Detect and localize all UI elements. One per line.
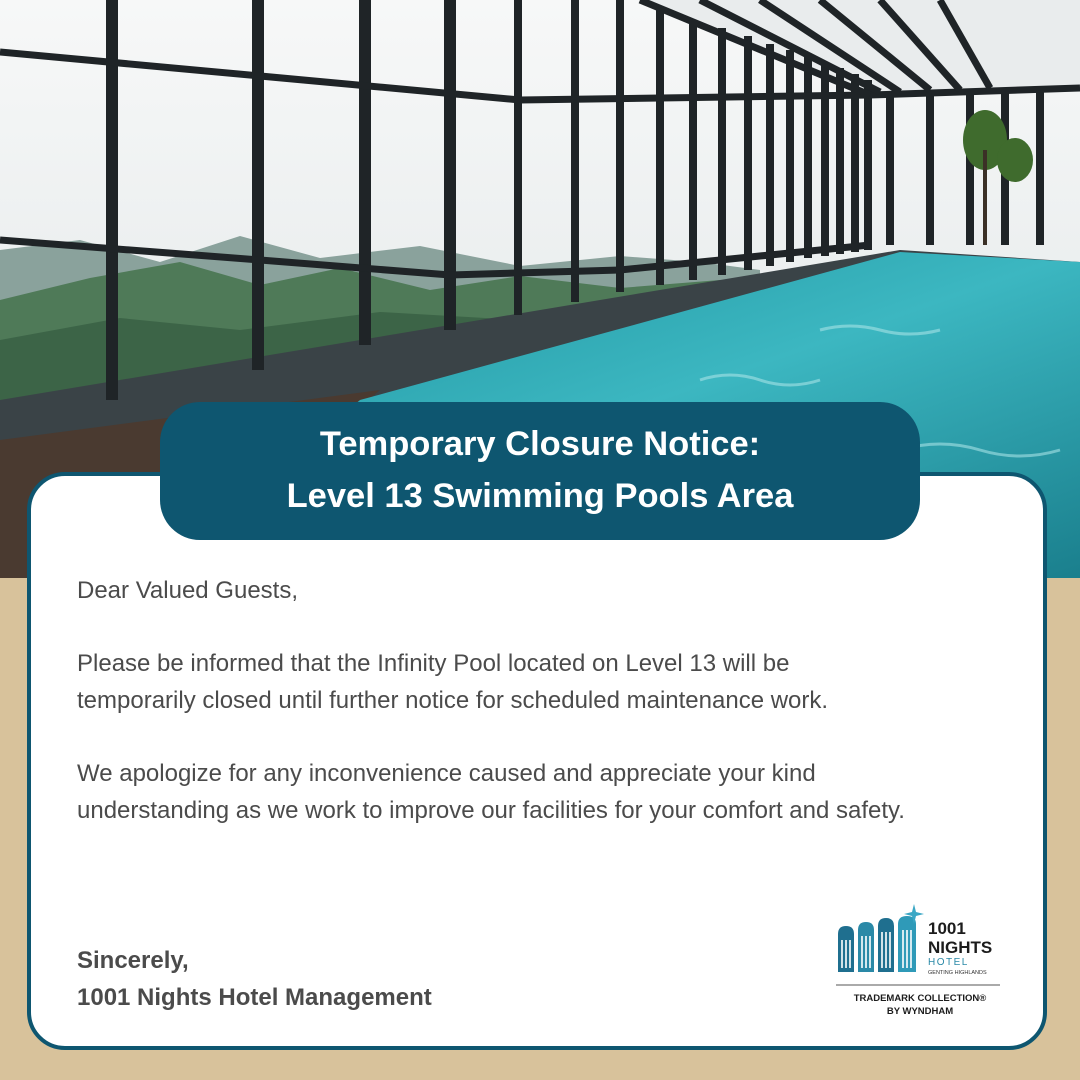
logo-1001: 1001 (928, 919, 966, 938)
signature-closing: Sincerely, (77, 947, 189, 974)
logo-hotel: HOTEL (928, 957, 969, 968)
paragraph-1-line-2: temporarily closed until further notice for scheduled maintenance work. (77, 687, 829, 714)
logo-collection: TRADEMARK COLLECTION® (853, 993, 987, 1004)
paragraph-1-line-1: Please be informed that the Infinity Pool located on Level 13 will be (77, 650, 790, 677)
notice-title-banner (160, 402, 920, 540)
notice-title-line2: Level 13 Swimming Pools Area (286, 477, 794, 515)
letter-body (77, 572, 1027, 829)
paragraph-2-line-1: We apologize for any inconvenience caused and appreciate your kind (77, 760, 816, 787)
greeting: Dear Valued Guests, (77, 577, 299, 604)
notice-title-line1: Temporary Closure Notice: (319, 425, 761, 463)
arches-mark (838, 904, 924, 972)
logo-by-wyndham: BY WYNDHAM (886, 1006, 954, 1017)
hotel-logo (832, 904, 1008, 1024)
signature (77, 942, 432, 1016)
logo-nights: NIGHTS (928, 938, 993, 957)
signature-signer: 1001 Nights Hotel Management (77, 984, 432, 1011)
paragraph-2-line-2: understanding as we work to improve our facilities for your comfort and safety. (77, 797, 905, 824)
logo-location: GENTING HIGHLANDS (928, 970, 987, 976)
